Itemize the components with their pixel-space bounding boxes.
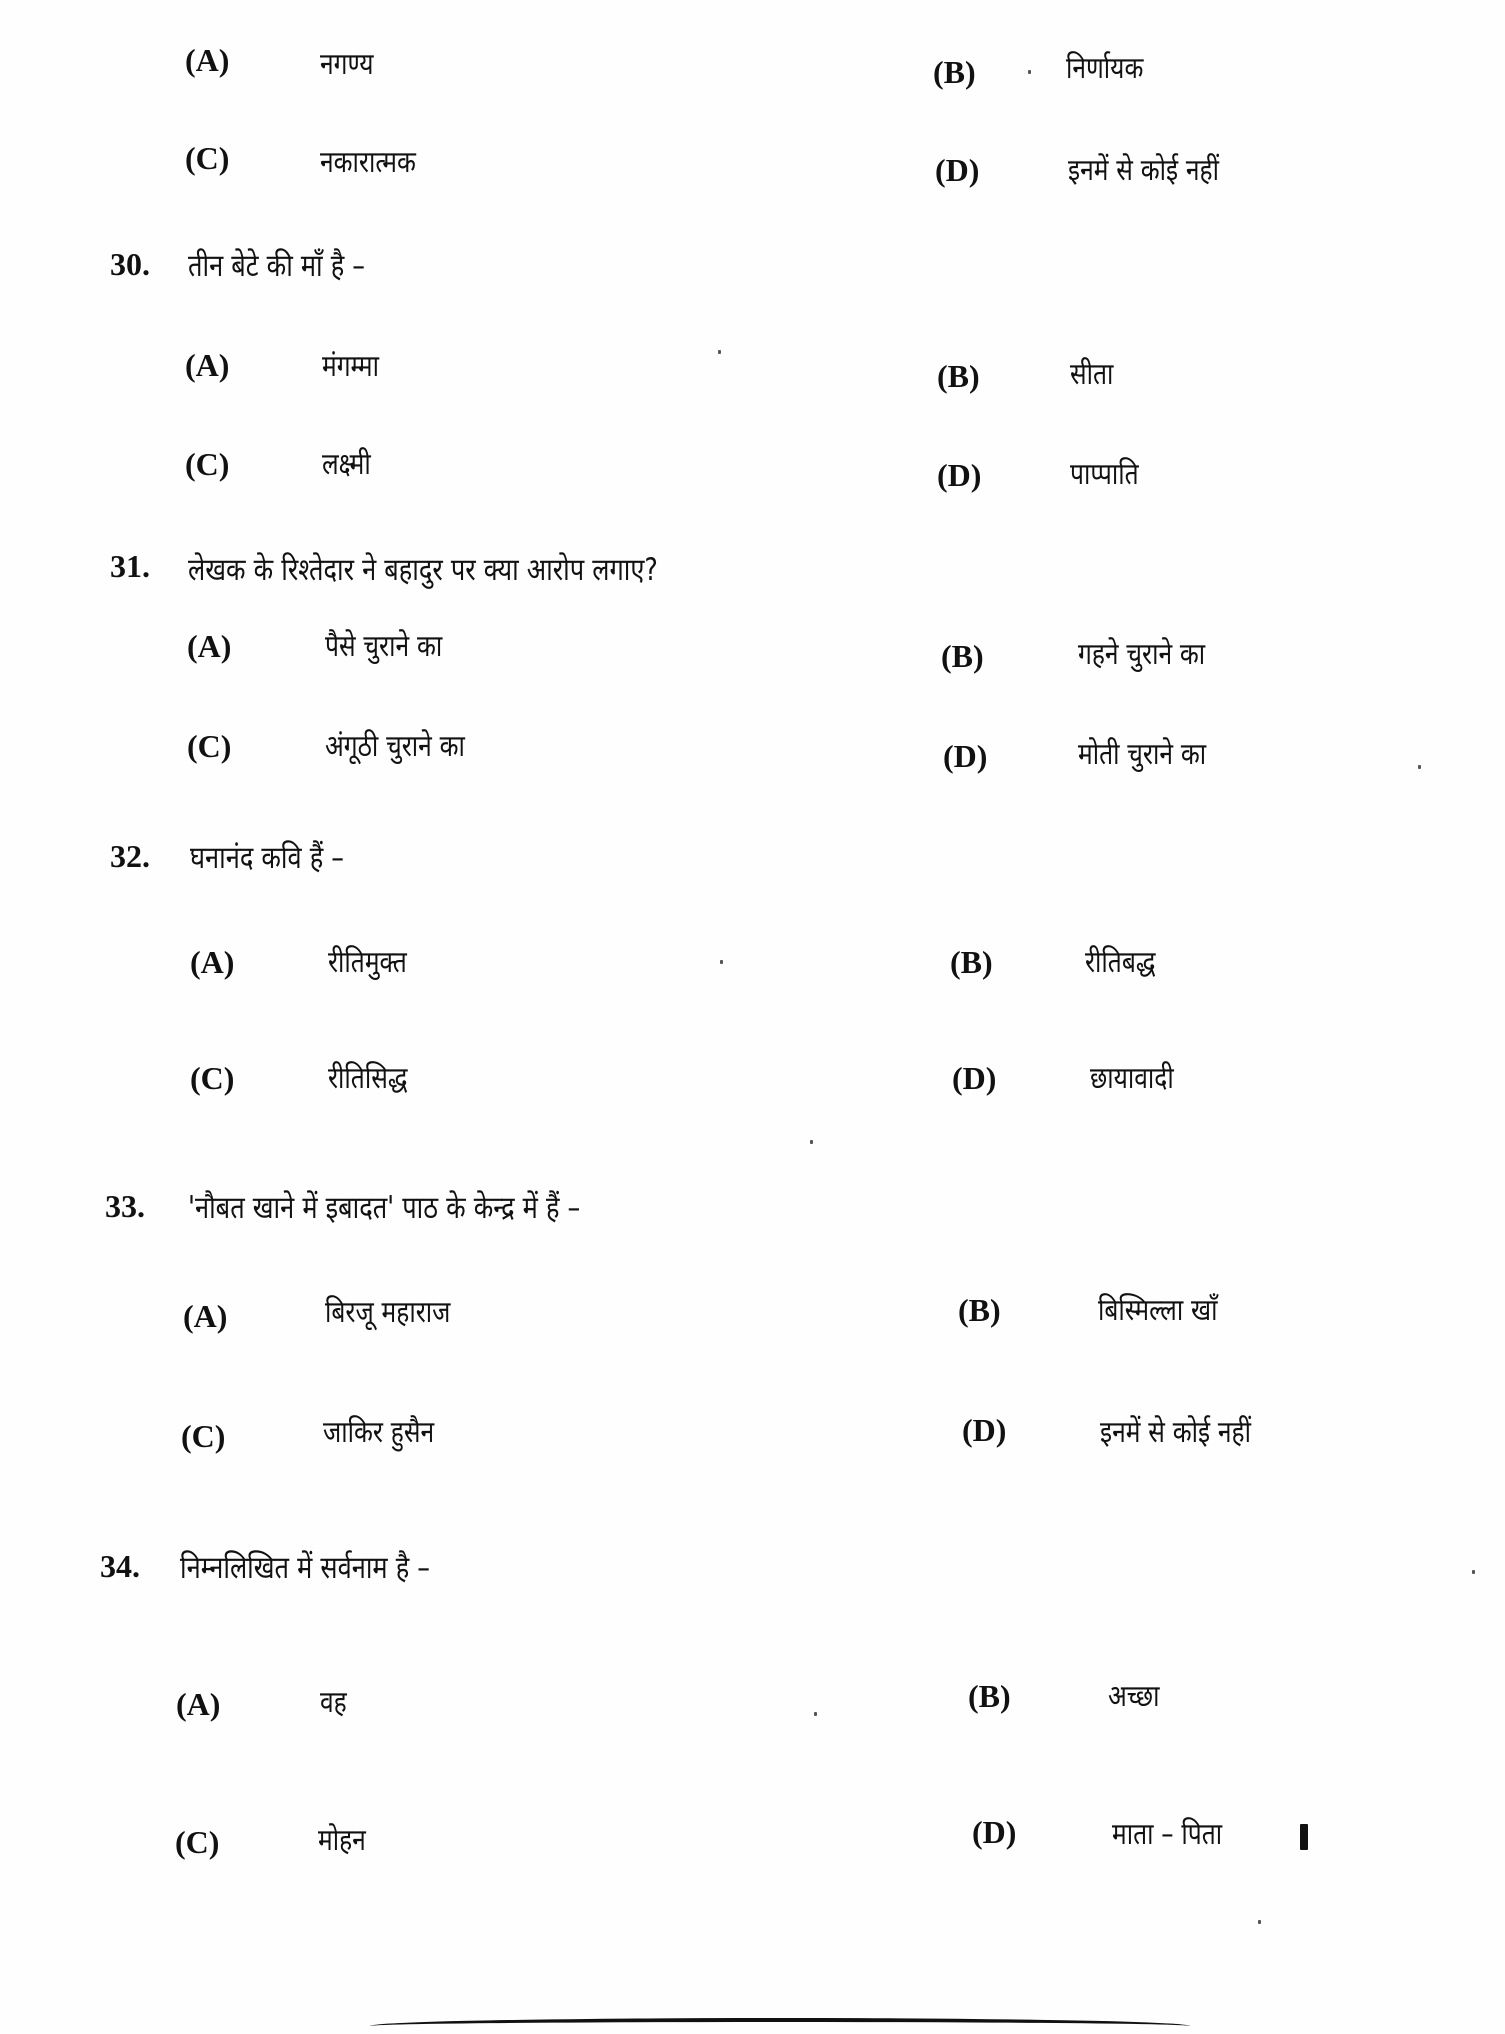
scan-speck (1472, 1570, 1475, 1574)
option-label: (A) (183, 1298, 228, 1334)
question-number: 32. (110, 838, 150, 874)
option-text: अंगूठी चुराने का (325, 729, 465, 764)
scan-mark (1300, 1824, 1308, 1850)
scan-speck (1258, 1920, 1261, 1924)
option-label: (B) (950, 944, 993, 980)
option-text: रीतिमुक्त (328, 945, 407, 980)
question-text: 'नौबत खाने में इबादत' पाठ के केन्द्र में हैं – (188, 1190, 581, 1226)
option-text: अच्छा (1108, 1679, 1160, 1714)
option-text: बिरजू महाराज (325, 1295, 451, 1330)
option-label: (D) (952, 1060, 997, 1096)
question-text: घनानंद कवि हैं – (190, 840, 345, 876)
question-number: 31. (110, 548, 150, 584)
option-text: निर्णायक (1066, 51, 1144, 86)
option-label: (C) (175, 1824, 220, 1860)
option-text: लक्ष्मी (322, 447, 371, 482)
scan-speck (720, 960, 723, 964)
option-text: नगण्य (320, 47, 374, 82)
option-label: (D) (962, 1412, 1007, 1448)
scan-speck (1418, 765, 1421, 769)
option-label: (D) (935, 152, 980, 188)
option-text: रीतिबद्ध (1085, 945, 1156, 980)
option-label: (D) (943, 738, 988, 774)
option-text: इनमें से कोई नहीं (1068, 153, 1219, 188)
option-text: मोती चुराने का (1078, 737, 1207, 772)
option-text: वह (320, 1685, 347, 1720)
scan-speck (814, 1712, 817, 1716)
option-text: मंगम्मा (322, 349, 380, 384)
option-label: (C) (190, 1060, 235, 1096)
option-label: (A) (187, 628, 232, 664)
option-label: (B) (958, 1292, 1001, 1328)
option-text: रीतिसिद्ध (328, 1061, 408, 1096)
question-number: 30. (110, 246, 150, 282)
option-label: (C) (187, 728, 232, 764)
option-label: (D) (937, 457, 982, 493)
option-label: (B) (941, 638, 984, 674)
option-label: (C) (185, 446, 230, 482)
option-text: छायावादी (1090, 1061, 1174, 1096)
option-label: (C) (185, 140, 230, 176)
option-text: सीता (1070, 357, 1114, 392)
option-label: (A) (185, 42, 230, 78)
page-bottom-rule (370, 2018, 1190, 2027)
option-text: बिस्मिल्ला खाँ (1098, 1293, 1218, 1328)
question-number: 33. (105, 1188, 145, 1224)
option-label: (C) (181, 1418, 226, 1454)
scan-speck (810, 1140, 813, 1144)
option-text: पाप्पाति (1070, 457, 1139, 492)
option-label: (B) (937, 358, 980, 394)
option-label: (B) (933, 54, 976, 90)
scan-speck (718, 350, 721, 354)
question-number: 34. (100, 1548, 140, 1584)
option-text: नकारात्मक (320, 145, 416, 180)
option-text: इनमें से कोई नहीं (1100, 1415, 1251, 1450)
option-text: मोहन (318, 1823, 366, 1858)
option-text: पैसे चुराने का (325, 629, 443, 664)
option-label: (A) (176, 1686, 221, 1722)
question-text: निम्नलिखित में सर्वनाम है – (180, 1550, 430, 1586)
question-text: लेखक के रिश्तेदार ने बहादुर पर क्या आरोप लगाए? (188, 552, 658, 588)
question-text: तीन बेटे की माँ है – (188, 248, 366, 284)
scan-speck (1028, 70, 1031, 74)
option-text: माता – पिता (1112, 1817, 1223, 1852)
option-text: गहने चुराने का (1078, 637, 1206, 672)
option-label: (D) (972, 1814, 1017, 1850)
option-label: (B) (968, 1678, 1011, 1714)
option-label: (A) (185, 347, 230, 383)
option-text: जाकिर हुसैन (323, 1415, 435, 1450)
option-label: (A) (190, 944, 235, 980)
